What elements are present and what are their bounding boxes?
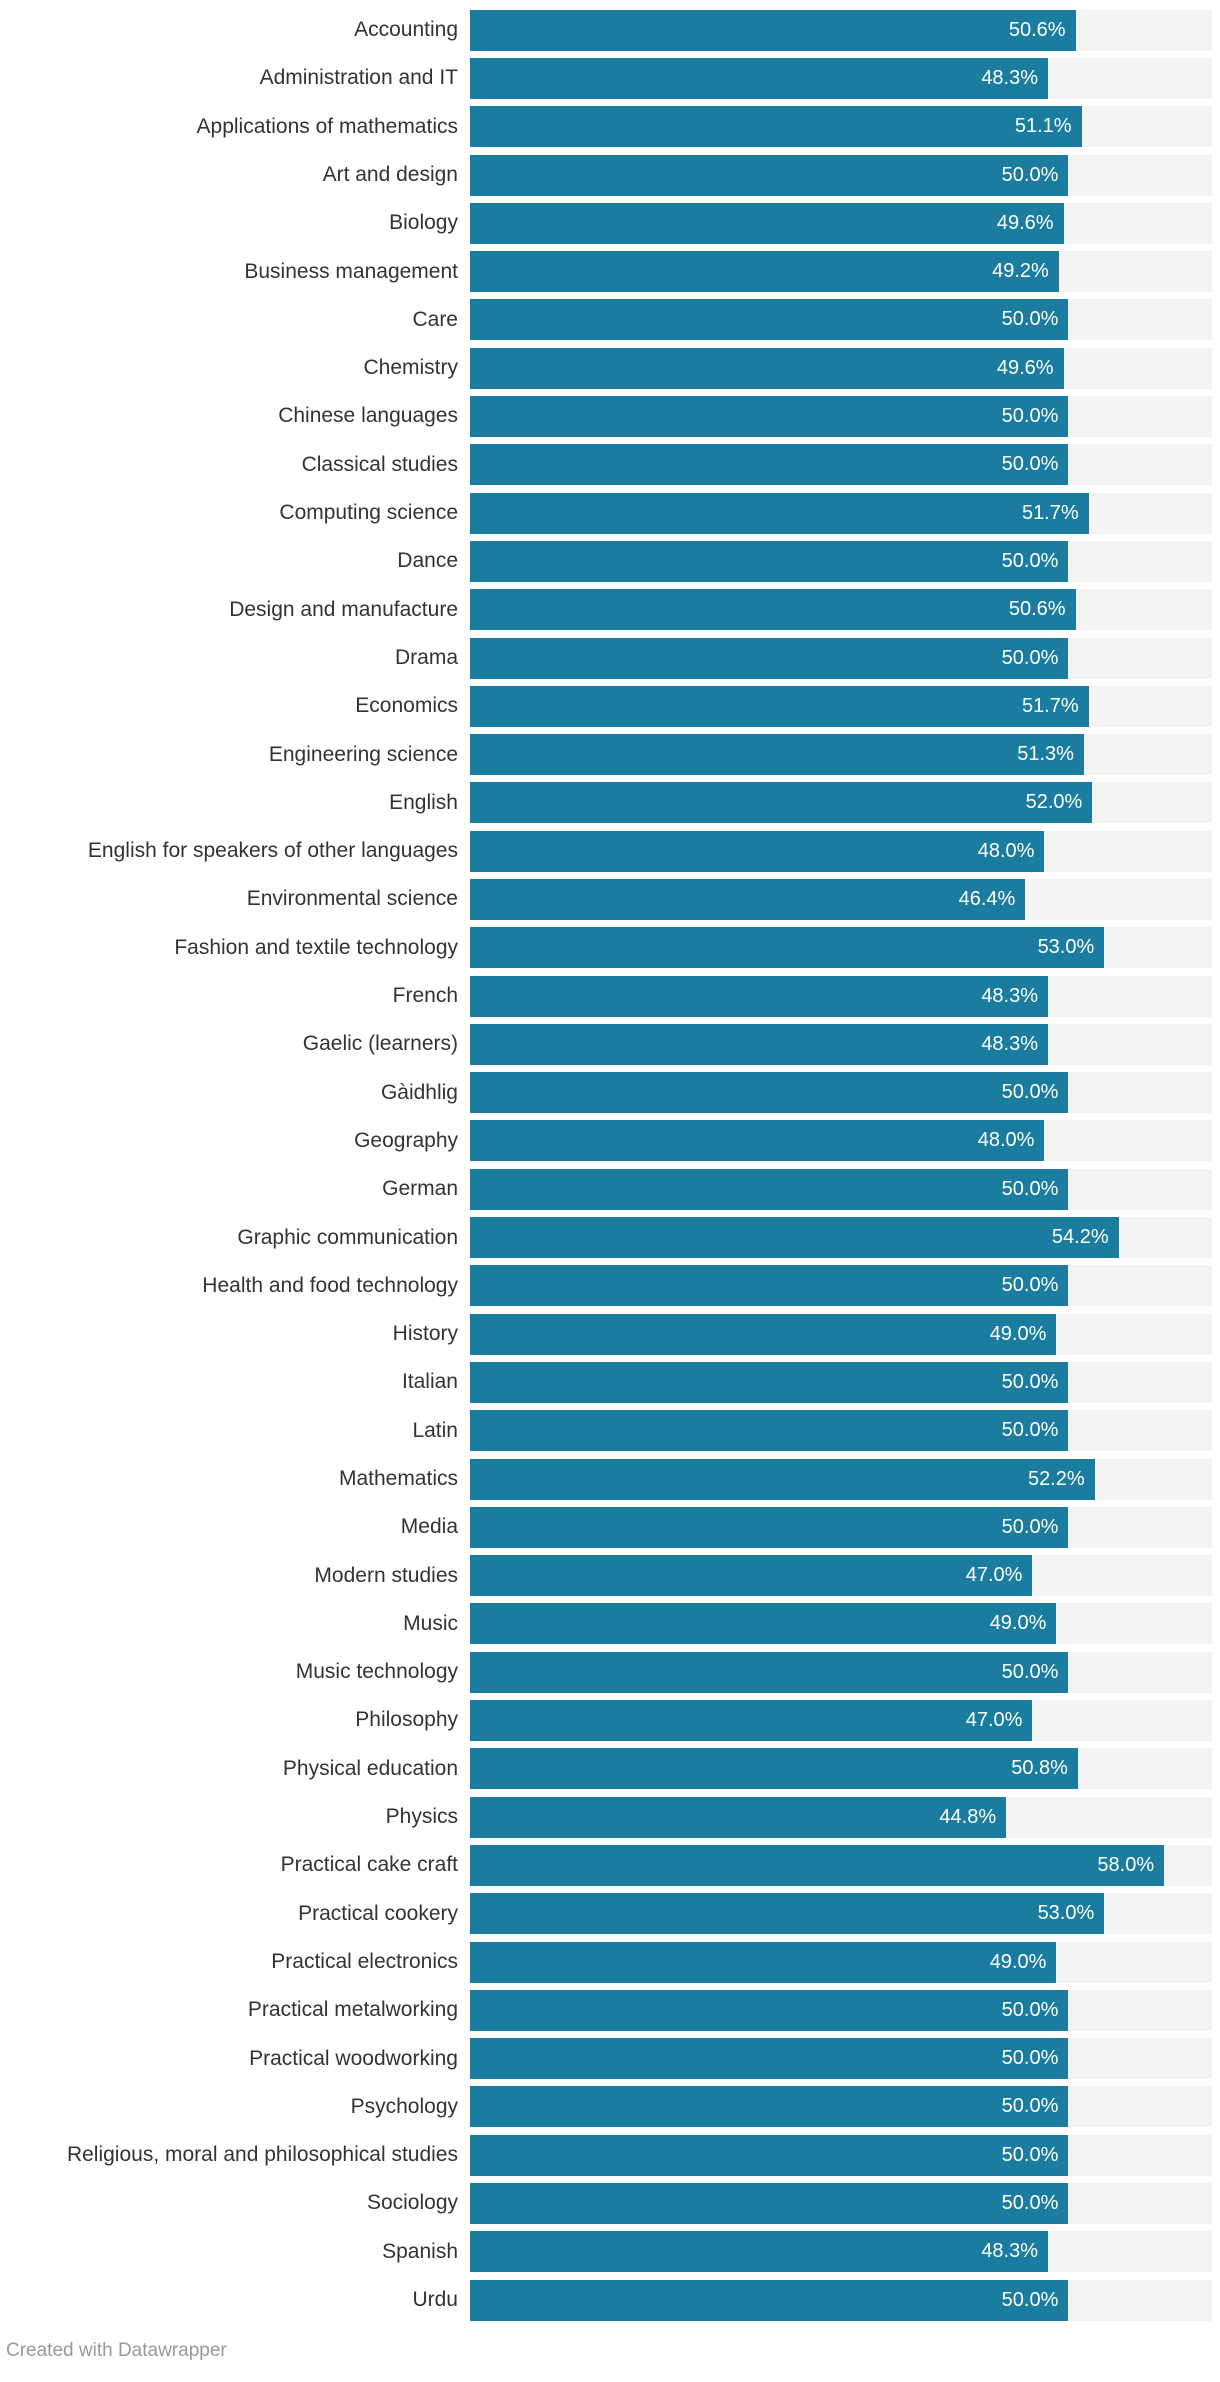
bar — [470, 1459, 1095, 1500]
bar-row — [0, 1890, 1220, 1938]
bar — [470, 879, 1025, 920]
bar-row — [0, 54, 1220, 102]
bar-track — [470, 1893, 1212, 1934]
bar-category-label: Design and manufacture — [229, 597, 458, 621]
bar-category-label: Fashion and textile technology — [174, 935, 458, 959]
bar-row — [0, 6, 1220, 54]
bar-value-label: 50.0% — [1001, 1515, 1059, 1538]
bar-track — [470, 782, 1212, 823]
bar-value-label: 52.2% — [1027, 1467, 1085, 1490]
bar-category-label: Mathematics — [338, 1466, 458, 1490]
bar-row — [0, 1117, 1220, 1165]
bar-value-label: 47.0% — [965, 1564, 1023, 1587]
bar-value-label: 49.0% — [989, 1950, 1047, 1973]
bar-category-label: Religious, moral and philosophical studies — [66, 2143, 458, 2167]
bar — [470, 1217, 1119, 1258]
bar — [470, 1410, 1068, 1451]
bar-value-label: 50.0% — [1001, 1177, 1059, 1200]
bar — [470, 1748, 1078, 1789]
bar-value-label: 50.0% — [1001, 308, 1059, 331]
bar-value-label: 51.3% — [1017, 743, 1074, 766]
bar-value-label: 50.0% — [1001, 646, 1059, 669]
bar-category-label: Drama — [394, 645, 458, 669]
bar-row — [0, 586, 1220, 634]
bar — [470, 541, 1068, 582]
bar-track — [470, 1217, 1212, 1258]
bar-track — [470, 493, 1212, 534]
bar-category-label: Health and food technology — [202, 1273, 458, 1297]
bar-category-label: Music technology — [295, 1660, 458, 1684]
bar-category-label: Psychology — [350, 2094, 458, 2118]
bar-row — [0, 1213, 1220, 1261]
bar-value-label: 50.0% — [1001, 453, 1059, 476]
bar-row — [0, 1552, 1220, 1600]
bar-track — [470, 1265, 1212, 1306]
bar-row — [0, 2083, 1220, 2131]
bar-value-label: 50.0% — [1001, 1660, 1059, 1683]
bar-category-label: Urdu — [412, 2288, 458, 2312]
bar-category-label: History — [392, 1322, 458, 1346]
bar-track — [470, 686, 1212, 727]
bar — [470, 1555, 1032, 1596]
bar — [470, 251, 1059, 292]
bar-category-label: Accounting — [354, 18, 458, 42]
bar-row — [0, 1358, 1220, 1406]
bar-track — [470, 1652, 1212, 1693]
bar-row — [0, 2276, 1220, 2324]
bar — [470, 734, 1084, 775]
bar-track — [470, 348, 1212, 389]
bar-category-label: Classical studies — [301, 452, 458, 476]
bar-track — [470, 2183, 1212, 2224]
bar-row — [0, 489, 1220, 537]
bar-row — [0, 730, 1220, 778]
bar — [470, 106, 1082, 147]
bar-track — [470, 1459, 1212, 1500]
bar-track — [470, 299, 1212, 340]
bar-track — [470, 1603, 1212, 1644]
bar-row — [0, 2179, 1220, 2227]
bar-value-label: 49.6% — [996, 211, 1054, 234]
bar-category-label: English — [389, 790, 458, 814]
bar — [470, 1507, 1068, 1548]
bar-value-label: 50.0% — [1001, 1419, 1059, 1442]
bar — [470, 444, 1068, 485]
bar-category-label: Practical metalworking — [247, 1998, 458, 2022]
bar-row — [0, 779, 1220, 827]
bar-value-label: 46.4% — [958, 887, 1016, 910]
bar-row — [0, 537, 1220, 585]
bar-row — [0, 344, 1220, 392]
bar — [470, 10, 1076, 51]
bar-category-label: Business management — [244, 259, 458, 283]
bar — [470, 927, 1104, 968]
bar-row — [0, 1407, 1220, 1455]
bar-row — [0, 2034, 1220, 2082]
bar-value-label: 50.0% — [1001, 1274, 1059, 1297]
bar-track — [470, 251, 1212, 292]
bar-category-label: Care — [412, 307, 458, 331]
bar-category-label: Biology — [389, 211, 458, 235]
bar-category-label: Practical woodworking — [249, 2046, 458, 2070]
bar-value-label: 47.0% — [965, 1709, 1023, 1732]
bar — [470, 2135, 1068, 2176]
bar — [470, 1362, 1068, 1403]
bar-row — [0, 1310, 1220, 1358]
bar — [470, 976, 1048, 1017]
bar-value-label: 50.0% — [1001, 2143, 1059, 2166]
bar-category-label: Art and design — [322, 162, 458, 186]
bar — [470, 493, 1089, 534]
bar — [470, 1942, 1056, 1983]
bar-track — [470, 2280, 1212, 2321]
bar — [470, 1990, 1068, 2031]
bar-track — [470, 1748, 1212, 1789]
bar — [470, 1072, 1068, 1113]
bar — [470, 2183, 1068, 2224]
bar-track — [470, 155, 1212, 196]
bar — [470, 831, 1044, 872]
bar-value-label: 48.0% — [977, 1129, 1035, 1152]
bar-row — [0, 1165, 1220, 1213]
bar — [470, 1652, 1068, 1693]
bar — [470, 1024, 1048, 1065]
bar — [470, 1120, 1044, 1161]
bar-value-label: 50.0% — [1001, 2192, 1059, 2214]
bar-row — [0, 1745, 1220, 1793]
bar-track — [470, 2038, 1212, 2079]
bar — [470, 1169, 1068, 1210]
bar-category-label: Chinese languages — [278, 404, 458, 428]
bar-track — [470, 1797, 1212, 1838]
bar-value-label: 50.6% — [1008, 18, 1066, 41]
bar — [470, 299, 1068, 340]
bar-value-label: 49.0% — [989, 1322, 1047, 1345]
bar-track — [470, 396, 1212, 437]
bar-value-label: 51.7% — [1022, 501, 1079, 524]
bar-category-label: Gàidhlig — [380, 1080, 458, 1104]
bar-track — [470, 58, 1212, 99]
bar-track — [470, 2135, 1212, 2176]
bar-value-label: 52.0% — [1025, 791, 1083, 814]
bar — [470, 396, 1068, 437]
bar-category-label: Latin — [412, 1418, 458, 1442]
bar-row — [0, 2228, 1220, 2276]
bar-category-label: English for speakers of other languages — [87, 839, 458, 863]
bar-category-label: French — [392, 984, 458, 1008]
bar — [470, 2086, 1068, 2127]
bar-category-label: Chemistry — [363, 356, 458, 380]
bar-track — [470, 1120, 1212, 1161]
bar — [470, 1797, 1006, 1838]
bar-value-label: 50.6% — [1008, 598, 1066, 621]
bar-track — [470, 1507, 1212, 1548]
bar-category-label: Italian — [401, 1370, 458, 1394]
bar-value-label: 50.8% — [1011, 1757, 1068, 1780]
bar-category-label: Philosophy — [355, 1708, 458, 1732]
bar-row — [0, 199, 1220, 247]
bar-row — [0, 1069, 1220, 1117]
bar-track — [470, 203, 1212, 244]
bar-category-label: Physics — [385, 1805, 458, 1829]
chart-credit: Created with Datawrapper — [6, 2340, 227, 2362]
bar — [470, 155, 1068, 196]
bar-category-label: Dance — [397, 549, 458, 573]
bar-value-label: 49.2% — [992, 260, 1049, 283]
bar-category-label: Media — [400, 1515, 458, 1539]
bar-value-label: 48.3% — [981, 2240, 1039, 2263]
bar-row — [0, 1020, 1220, 1068]
bar-category-label: Gaelic (learners) — [302, 1032, 458, 1056]
bar-value-label: 50.0% — [1001, 549, 1059, 572]
bar — [470, 589, 1076, 630]
bar-row — [0, 103, 1220, 151]
bar-row — [0, 924, 1220, 972]
bar-category-label: Computing science — [279, 501, 458, 525]
bar-track — [470, 1169, 1212, 1210]
bar-category-label: Physical education — [282, 1756, 458, 1780]
bar-value-label: 51.7% — [1022, 694, 1079, 717]
bar-category-label: Sociology — [366, 2191, 458, 2215]
bar-row — [0, 682, 1220, 730]
bar-track — [470, 444, 1212, 485]
bar-row — [0, 875, 1220, 923]
bar-value-label: 53.0% — [1037, 936, 1095, 959]
bar-track — [470, 1314, 1212, 1355]
bar-value-label: 53.0% — [1037, 1902, 1095, 1925]
bar-track — [470, 1410, 1212, 1451]
bar-track — [470, 106, 1212, 147]
bar-track — [470, 976, 1212, 1017]
bar-row — [0, 1648, 1220, 1696]
bar-track — [470, 1555, 1212, 1596]
bar-track — [470, 879, 1212, 920]
bar-value-label: 49.6% — [996, 356, 1054, 379]
bar-row — [0, 296, 1220, 344]
bar-row — [0, 1938, 1220, 1986]
bar-row — [0, 1503, 1220, 1551]
bar — [470, 2280, 1068, 2321]
bar — [470, 2038, 1068, 2079]
bar-track — [470, 1072, 1212, 1113]
bar-track — [470, 831, 1212, 872]
bar — [470, 203, 1064, 244]
bar-value-label: 51.1% — [1014, 115, 1072, 138]
bar-track — [470, 734, 1212, 775]
bar-category-label: Engineering science — [268, 742, 458, 766]
bar — [470, 1603, 1056, 1644]
bar-value-label: 48.3% — [981, 1032, 1039, 1055]
bar — [470, 1314, 1056, 1355]
bar-track — [470, 1845, 1212, 1886]
bar — [470, 1700, 1032, 1741]
bar-row — [0, 1262, 1220, 1310]
bar-row — [0, 972, 1220, 1020]
bar-row — [0, 2131, 1220, 2179]
bar-category-label: Practical cake craft — [280, 1853, 458, 1877]
bar-value-label: 50.0% — [1001, 405, 1059, 428]
bar-track — [470, 589, 1212, 630]
bar-value-label: 54.2% — [1051, 1226, 1109, 1249]
bar-value-label: 44.8% — [939, 1805, 997, 1828]
bar-category-label: Economics — [355, 694, 458, 718]
bar-category-label: Environmental science — [246, 887, 458, 911]
bar-category-label: Applications of mathematics — [196, 114, 458, 138]
bar-category-label: Spanish — [382, 2239, 458, 2263]
bar — [470, 686, 1089, 727]
bar-track — [470, 10, 1212, 51]
bar — [470, 348, 1064, 389]
bar-row — [0, 392, 1220, 440]
bar-value-label: 50.0% — [1001, 1998, 1059, 2021]
bar-track — [470, 2231, 1212, 2272]
bar-category-label: Graphic communication — [237, 1225, 458, 1249]
bar-value-label: 58.0% — [1097, 1853, 1155, 1876]
bar-track — [470, 541, 1212, 582]
bar-row — [0, 1986, 1220, 2034]
bar-track — [470, 1024, 1212, 1065]
bar-track — [470, 2086, 1212, 2127]
bar — [470, 638, 1068, 679]
bar-row — [0, 1600, 1220, 1648]
bar-value-label: 49.0% — [989, 1612, 1047, 1635]
bar-value-label: 50.0% — [1001, 2047, 1059, 2070]
bar-row — [0, 1793, 1220, 1841]
bar-value-label: 50.0% — [1001, 1081, 1059, 1104]
bar-row — [0, 247, 1220, 295]
bar-value-label: 50.0% — [1001, 2288, 1059, 2311]
bar-row — [0, 441, 1220, 489]
bar-track — [470, 1942, 1212, 1983]
bar-value-label: 48.3% — [981, 66, 1039, 89]
bar-value-label: 48.3% — [981, 984, 1039, 1007]
bar-track — [470, 1700, 1212, 1741]
bar-row — [0, 1696, 1220, 1744]
bar-category-label: German — [382, 1177, 458, 1201]
bar — [470, 1845, 1164, 1886]
bar — [470, 1265, 1068, 1306]
bar-category-label: Music — [403, 1611, 458, 1635]
bar-value-label: 50.0% — [1001, 1370, 1059, 1393]
bar-value-label: 50.0% — [1001, 2095, 1059, 2118]
bar-track — [470, 1362, 1212, 1403]
bar — [470, 58, 1048, 99]
bar — [470, 2231, 1048, 2272]
bar-row — [0, 151, 1220, 199]
bar-row — [0, 1455, 1220, 1503]
bar-value-label: 48.0% — [977, 839, 1035, 862]
bar-row — [0, 1841, 1220, 1889]
bar-category-label: Geography — [354, 1128, 458, 1152]
bar-value-label: 50.0% — [1001, 163, 1059, 186]
bar-category-label: Modern studies — [314, 1563, 458, 1587]
bar-row — [0, 634, 1220, 682]
bar-category-label: Practical electronics — [271, 1949, 458, 1973]
bar-track — [470, 927, 1212, 968]
bar-track — [470, 638, 1212, 679]
bar-category-label: Practical cookery — [298, 1901, 458, 1925]
bar-row — [0, 827, 1220, 875]
bar — [470, 1893, 1104, 1934]
bar-category-label: Administration and IT — [259, 66, 458, 90]
bar-track — [470, 1990, 1212, 2031]
bar — [470, 782, 1092, 823]
